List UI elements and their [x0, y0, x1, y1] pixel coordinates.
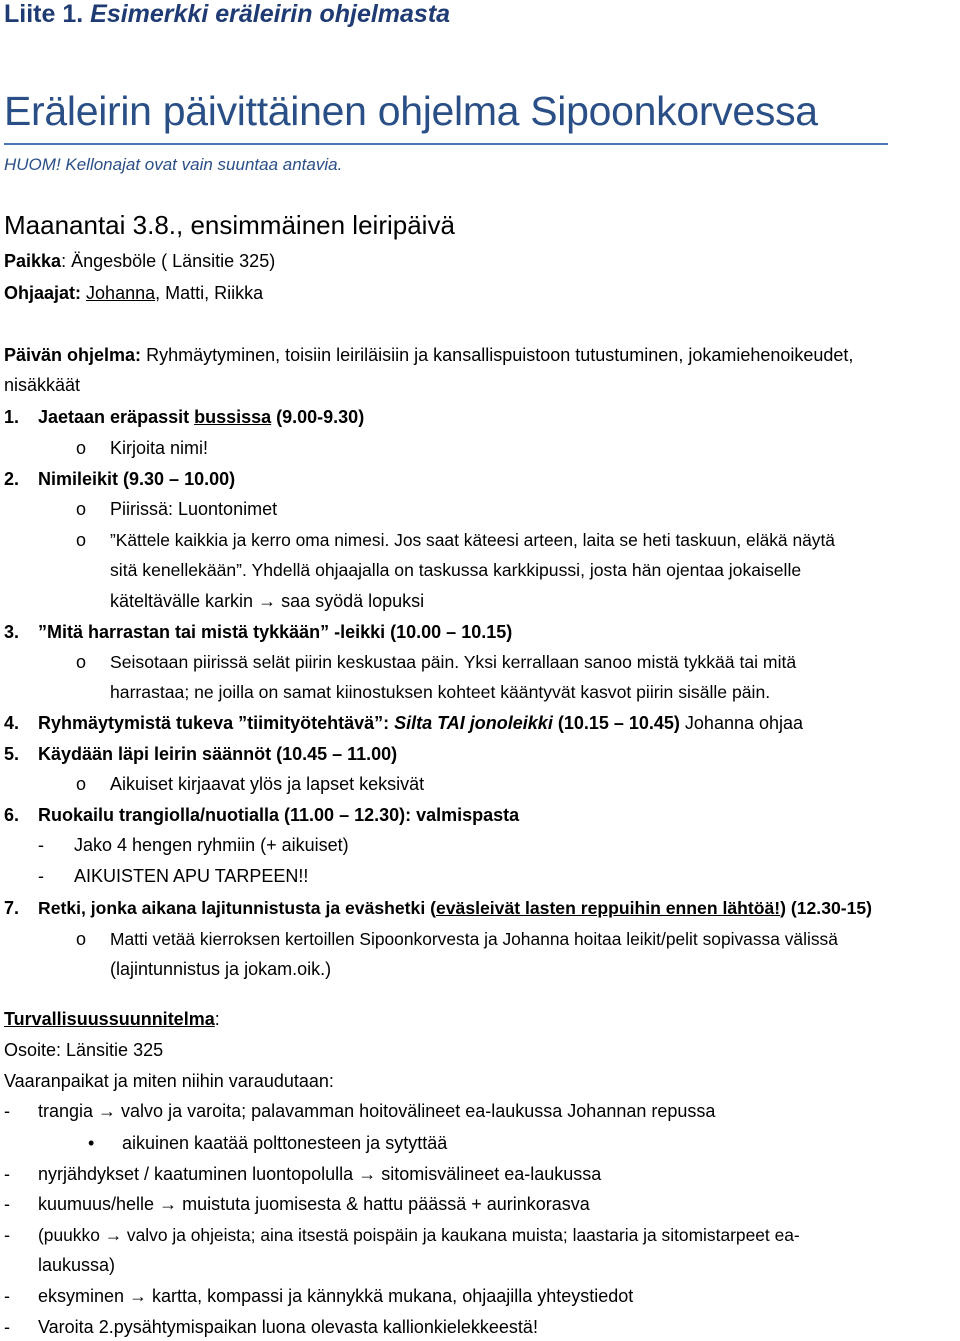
arrow-right-icon: → [98, 1101, 117, 1121]
title-rule [4, 143, 888, 145]
bullet-icon: o [76, 652, 87, 672]
dash-bullet: - [4, 1225, 10, 1245]
hazard-text-cont: laukussa) [38, 1255, 116, 1275]
item-text: ”Mitä harrastan tai mistä tykkään” -leikki (10.00 – 10.15) [38, 622, 513, 642]
dash-bullet: - [38, 866, 44, 886]
safety-heading: Turvallisuussuunnitelma: [4, 1009, 220, 1029]
main-title: Eräleirin päivittäinen ohjelma Sipoonkorvessa [4, 88, 818, 134]
subitem-text: Aikuiset kirjaavat ylös ja lapset keksivät [110, 774, 425, 794]
dash-bullet: - [4, 1286, 10, 1306]
bullet-icon: o [76, 438, 87, 458]
bullet-icon: o [76, 530, 87, 550]
item-number: 5. [4, 744, 20, 764]
dash-bullet: - [38, 835, 44, 855]
hazard-text: (puukko → valvo ja ohjeista; aina itsestä poispäin ja kaukana muista; laastaria ja sitomistarpeet ea- [38, 1225, 800, 1245]
subitem-text-cont: (lajintunnistus ja jokam.oik.) [110, 959, 332, 979]
bullet-icon: o [76, 499, 87, 519]
arrow-right-icon: → [258, 591, 277, 611]
item-number: 1. [4, 407, 20, 427]
arrow-right-icon: → [129, 1286, 148, 1306]
day-program-text-2: nisäkkäät [4, 375, 81, 395]
place-value: : Ängesböle ( Länsitie 325) [61, 251, 276, 271]
day-heading: Maanantai 3.8., ensimmäinen leiripäivä [4, 210, 455, 240]
item-text: Ruokailu trangiolla/nuotialla (11.00 – 12.30): valmispasta [38, 805, 520, 825]
hazard-text: Varoita 2.pysähtymispaikan luona olevasta kallionkielekkeestä! [38, 1317, 538, 1337]
bullet-dot-icon: • [88, 1133, 95, 1153]
leader-first: Johanna [86, 283, 156, 303]
dash-bullet: - [4, 1194, 10, 1214]
day-program-text: Ryhmäytyminen, toisiin leiriläisiin ja kansallispuistoon tutustuminen, jokamiehenoikeudet, [146, 345, 854, 365]
item-number: 2. [4, 469, 20, 489]
dash-bullet: - [4, 1317, 10, 1337]
item-number: 7. [4, 898, 20, 918]
place-label: Paikka [4, 251, 62, 271]
hazard-text: nyrjähdykset / kaatuminen luontopolulla → sitomisvälineet ea-laukussa [38, 1164, 602, 1184]
dash-bullet: - [4, 1101, 10, 1121]
hazard-text: eksyminen → kartta, kompassi ja kännykkä mukana, ohjaajilla yhteystiedot [38, 1286, 634, 1306]
item-text: Retki, jonka aikana lajitunnistusta ja eväshetki (eväsleivät lasten reppuihin ennen lähtöä!) (12.30-15) [38, 898, 873, 918]
item-text: Käydään läpi leirin säännöt (10.45 – 11.00) [38, 744, 398, 764]
bullet-icon: o [76, 774, 87, 794]
subitem-text: Jako 4 hengen ryhmiin (+ aikuiset) [74, 835, 349, 855]
item-text: Ryhmäytymistä tukeva ”tiimityötehtävä”: Silta TAI jonoleikki (10.15 – 10.45) Johanna ohjaa [38, 713, 804, 733]
arrow-right-icon: → [104, 1225, 123, 1245]
subitem-text: ”Kättele kaikkia ja kerro oma nimesi. Jos saat käteesi arteen, laita se heti taskuun, eläkä näytä [110, 530, 835, 550]
day-program-line [4, 342, 853, 368]
hazards-intro: Vaaranpaikat ja miten niihin varaudutaan: [4, 1071, 334, 1091]
subitem-text: Kirjoita nimi! [110, 438, 209, 458]
appendix-title: Esimerkki eräleirin ohjelmasta [90, 0, 451, 28]
leaders-label: Ohjaajat: [4, 283, 82, 303]
subitem-text-cont: käteltävälle karkin → saa syödä lopuksi [110, 591, 425, 611]
appendix-heading [4, 0, 450, 29]
subitem-text-cont: sitä kenellekään”. Yhdellä ohjaajalla on taskussa karkkipussi, josta hän ojentaa jokaiselle [110, 560, 802, 580]
subitem-text: Piirissä: Luontonimet [110, 499, 278, 519]
hazard-text: trangia → valvo ja varoita; palavamman hoitovälineet ea-laukussa Johannan repussa [38, 1101, 716, 1121]
arrow-right-icon: → [159, 1194, 178, 1214]
hazard-subitem-text: aikuinen kaatää polttonesteen ja sytyttää [122, 1133, 448, 1153]
day-program-label: Päivän ohjelma: [4, 345, 142, 365]
arrow-right-icon: → [358, 1164, 377, 1184]
place-line [4, 248, 275, 274]
dash-bullet: - [4, 1164, 10, 1184]
item-text: Jaetaan eräpassit bussissa (9.00-9.30) [38, 407, 365, 427]
subitem-text-cont: harrastaa; ne joilla on samat kiinostuksen kohteet kääntyvät kasvot piirin sisälle päin. [110, 682, 771, 702]
appendix-prefix: Liite 1. [4, 0, 84, 28]
leaders-line [4, 280, 263, 306]
safety-address: Osoite: Länsitie 325 [4, 1040, 164, 1060]
item-number: 4. [4, 713, 20, 733]
time-note: HUOM! Kellonajat ovat vain suuntaa antavia. [4, 155, 343, 174]
item-number: 3. [4, 622, 20, 642]
hazard-text: kuumuus/helle → muistuta juomisesta & hattu päässä + aurinkorasva [38, 1194, 590, 1214]
subitem-text: Matti vetää kierroksen kertoillen Sipoonkorvesta ja Johanna hoitaa leikit/pelit sopivassa välissä [110, 929, 838, 949]
leaders-rest: , Matti, Riikka [155, 283, 264, 303]
subitem-text: Seisotaan piirissä selät piirin keskustaa päin. Yksi kerrallaan sanoo mistä tykkää tai mitä [110, 652, 797, 672]
item-text: Nimileikit (9.30 – 10.00) [38, 469, 236, 489]
item-number: 6. [4, 805, 20, 825]
subitem-text: AIKUISTEN APU TARPEEN!! [74, 866, 309, 886]
bullet-icon: o [76, 929, 87, 949]
